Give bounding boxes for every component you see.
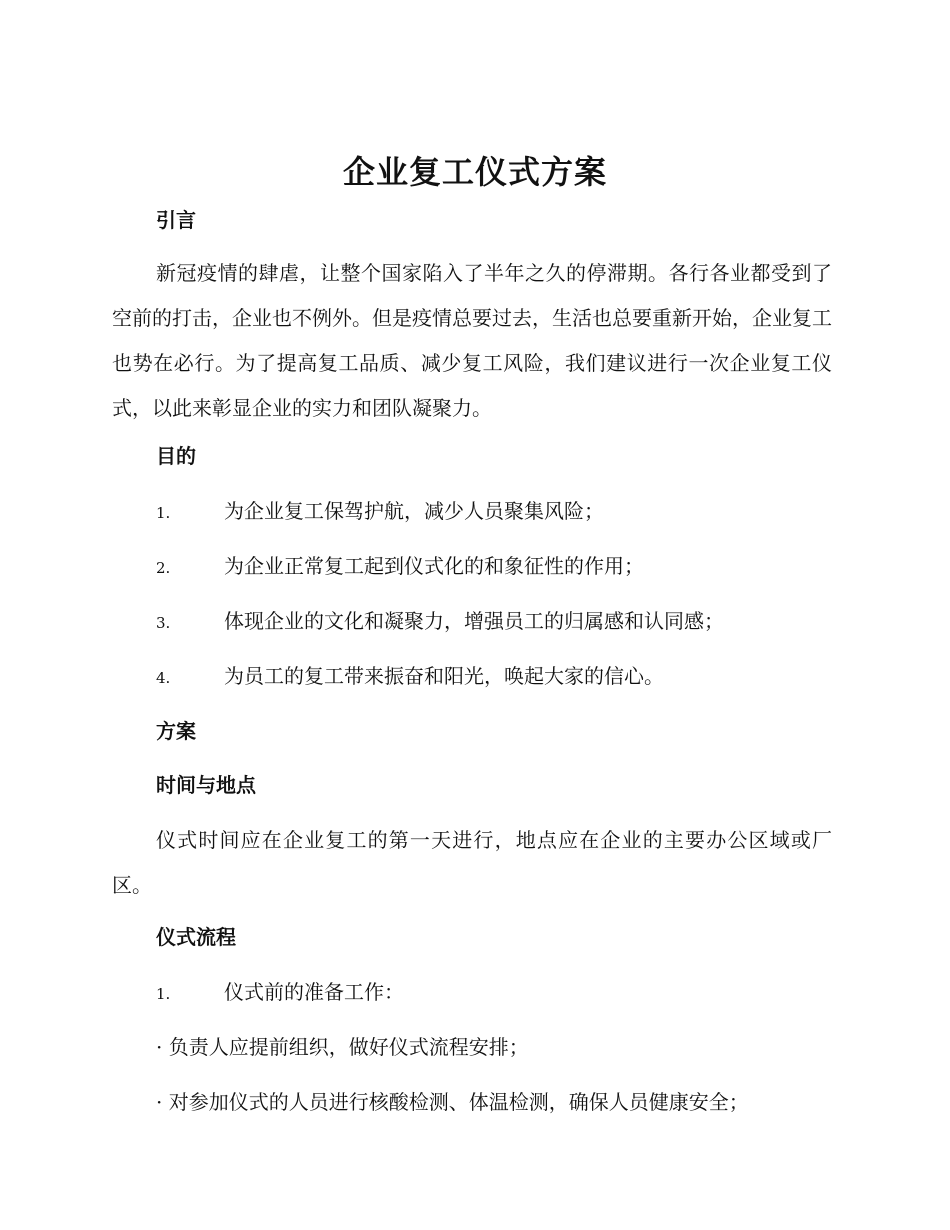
list-text: 为企业复工保驾护航，减少人员聚集风险； (224, 499, 604, 523)
intro-paragraph: 新冠疫情的肆虐，让整个国家陷入了半年之久的停滞期。各行各业都受到了空前的打击，企业也不例外。但是疫情总要过去，生活也总要重新开始，企业复工也势在必行。为了提高复工品质、减少复工风险，我们建议进行一次企业复工仪式，以此来彰显企业的实力和团队凝聚力。 (112, 261, 832, 420)
list-number: 3. (156, 614, 171, 632)
heading-plan: 方案 (156, 719, 196, 743)
document-title: 企业复工仪式方案 (342, 153, 607, 191)
purpose-item-3 (156, 606, 724, 638)
heading-time-place: 时间与地点 (156, 773, 256, 797)
purpose-item-2 (156, 551, 644, 583)
list-number: 1. (156, 504, 171, 522)
flow-bullet-1: · 负责人应提前组织，做好仪式流程安排； (156, 1035, 529, 1059)
list-number: 1. (156, 985, 171, 1003)
heading-intro: 引言 (156, 208, 196, 232)
list-text: 为员工的复工带来振奋和阳光，唤起大家的信心。 (224, 664, 664, 688)
list-number: 2. (156, 559, 171, 577)
purpose-item-1 (156, 496, 604, 528)
flow-step-1 (156, 977, 404, 1009)
purpose-item-4 (156, 661, 664, 693)
list-text: 仪式前的准备工作： (224, 980, 404, 1004)
time-place-paragraph: 仪式时间应在企业复工的第一天进行，地点应在企业的主要办公区域或厂区。 (112, 828, 832, 897)
list-number: 4. (156, 669, 171, 687)
flow-bullet-2: · 对参加仪式的人员进行核酸检测、体温检测，确保人员健康安全； (156, 1090, 749, 1114)
list-text: 体现企业的文化和凝聚力，增强员工的归属感和认同感； (224, 609, 724, 633)
heading-flow: 仪式流程 (156, 925, 236, 949)
list-text: 为企业正常复工起到仪式化的和象征性的作用； (224, 554, 644, 578)
heading-purpose: 目的 (156, 444, 196, 468)
